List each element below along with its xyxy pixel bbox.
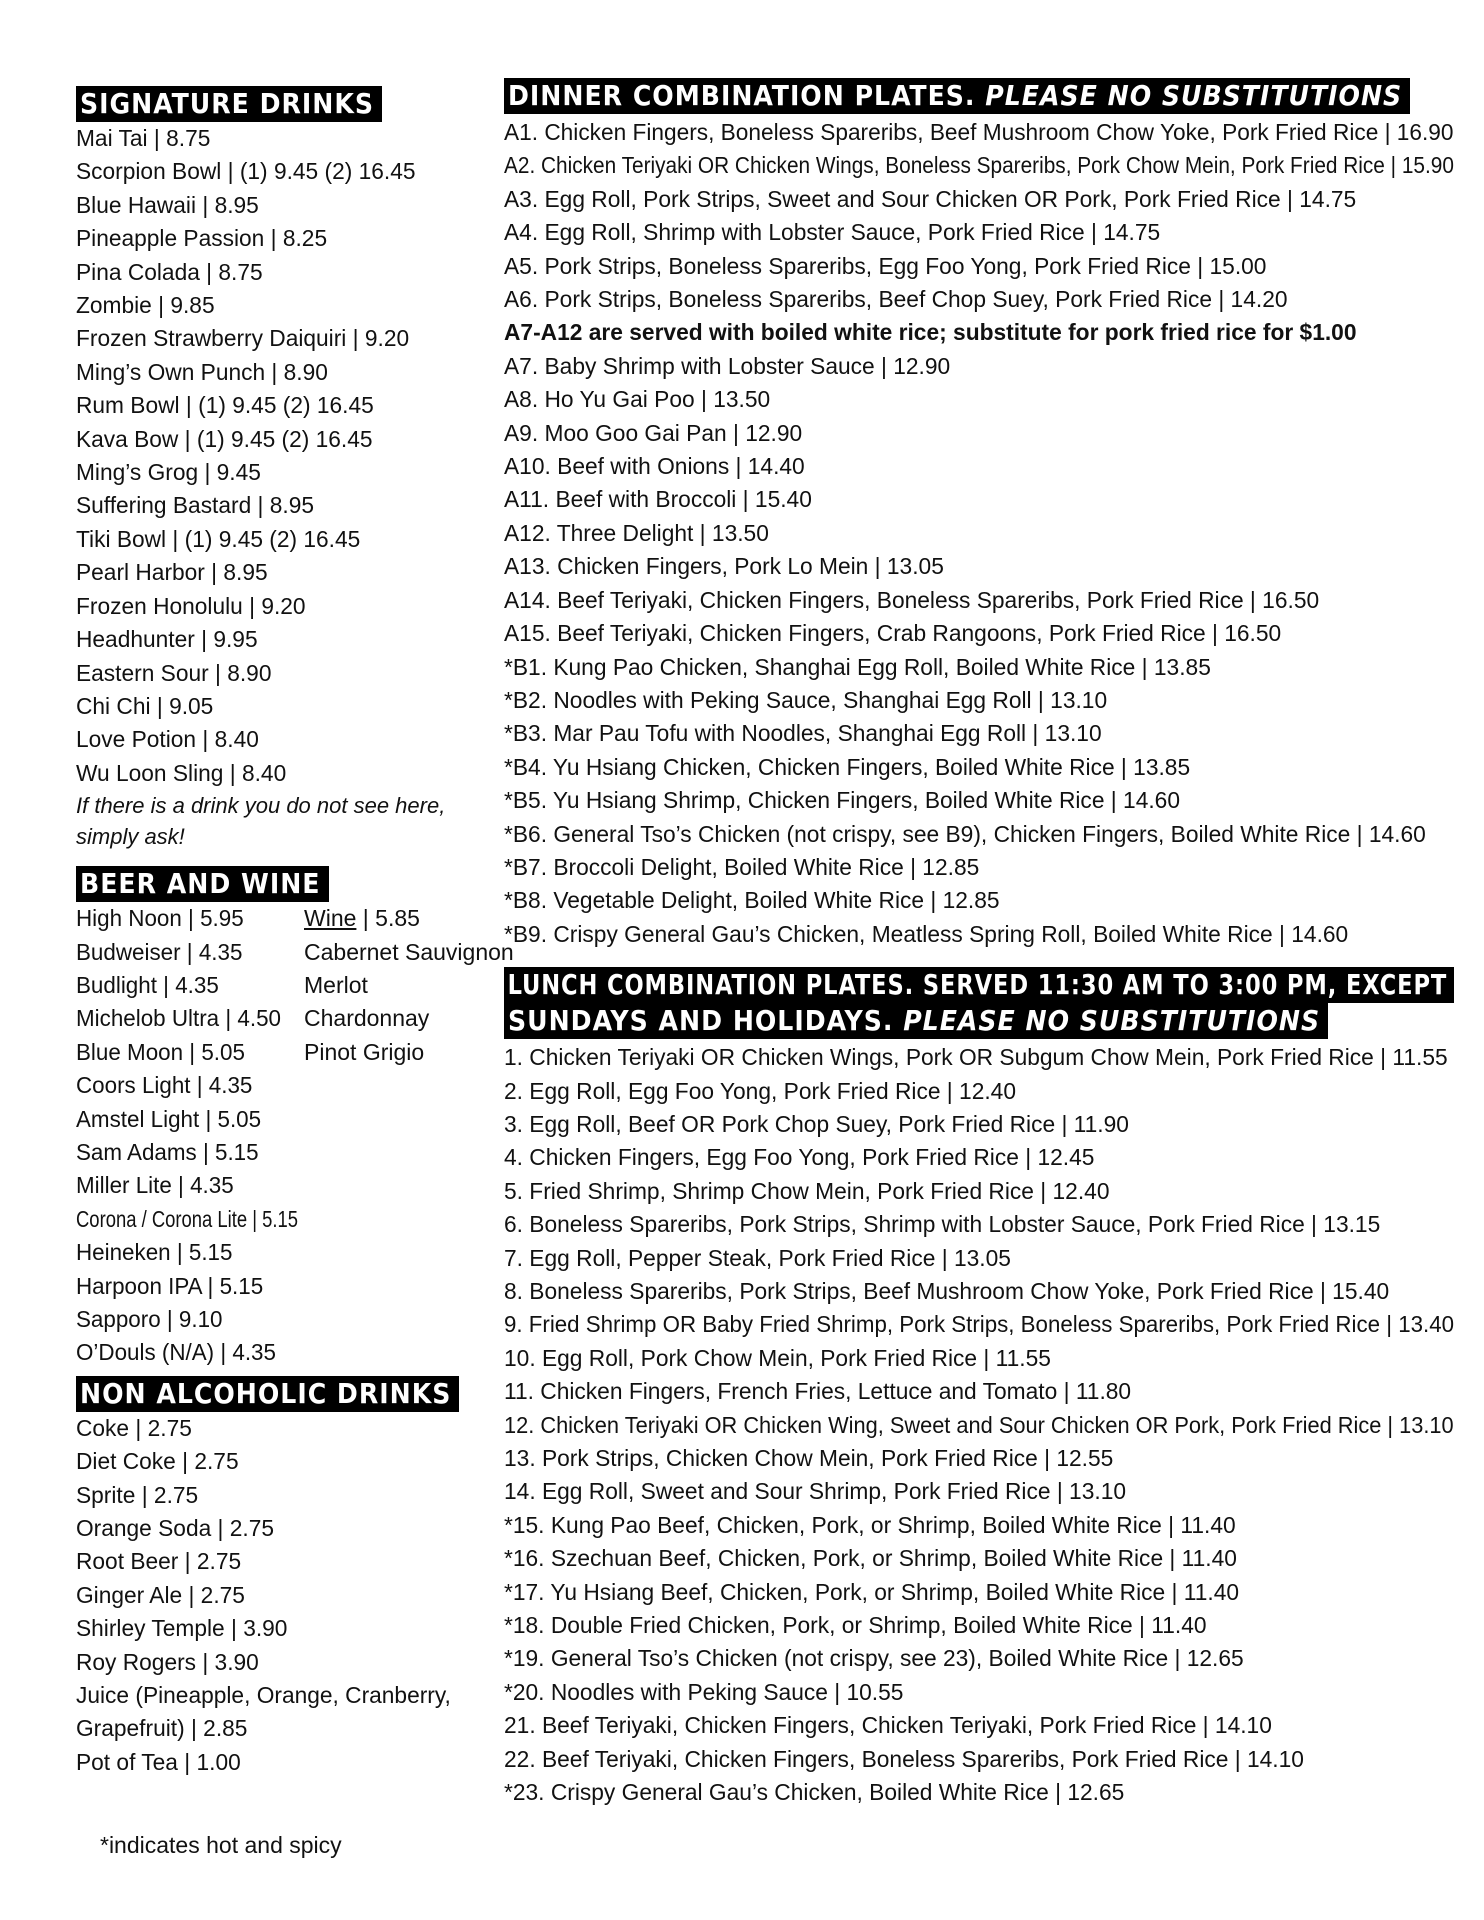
menu-item: Sam Adams | 5.15 xyxy=(76,1138,259,1165)
menu-item: Budweiser | 4.35 xyxy=(76,938,243,965)
menu-item: Ming’s Grog | 9.45 xyxy=(76,459,261,486)
menu-item: A1. Chicken Fingers, Boneless Spareribs, Beef Mushroom Chow Yoke, Pork Fried Rice | 16.90 xyxy=(504,119,1454,145)
menu-item: Michelob Ultra | 4.50 xyxy=(76,1005,281,1032)
menu-item: A7. Baby Shrimp with Lobster Sauce | 12.90 xyxy=(504,352,951,379)
menu-item: A4. Egg Roll, Shrimp with Lobster Sauce, Pork Fried Rice | 14.75 xyxy=(504,219,1161,246)
dinner-header-title: DINNER COMBINATION PLATES. xyxy=(508,79,986,112)
menu-item: *17. Yu Hsiang Beef, Chicken, Pork, or Shrimp, Boiled White Rice | 11.40 xyxy=(504,1578,1240,1605)
menu-item: 12. Chicken Teriyaki OR Chicken Wing, Sweet and Sour Chicken OR Pork, Pork Fried Rice | 13.10 xyxy=(504,1411,1454,1438)
menu-item: 9. Fried Shrimp OR Baby Fried Shrimp, Pork Strips, Boneless Spareribs, Pork Fried Rice | 13.40 xyxy=(504,1311,1455,1338)
menu-item: 1. Chicken Teriyaki OR Chicken Wings, Pork OR Subgum Chow Mein, Pork Fried Rice | 11.55 xyxy=(504,1044,1448,1071)
wine-label: Wine xyxy=(304,905,357,932)
right-column xyxy=(504,78,1464,1810)
menu-item: A14. Beef Teriyaki, Chicken Fingers, Boneless Spareribs, Pork Fried Rice | 16.50 xyxy=(504,586,1320,613)
menu-item: 14. Egg Roll, Sweet and Sour Shrimp, Pork Fried Rice | 13.10 xyxy=(504,1478,1127,1505)
menu-item: A12. Three Delight | 13.50 xyxy=(504,519,769,546)
menu-item: 2. Egg Roll, Egg Foo Yong, Pork Fried Rice | 12.40 xyxy=(504,1077,1017,1104)
menu-item: Pinot Grigio xyxy=(304,1038,425,1065)
lunch-header-title: SUNDAYS AND HOLIDAYS. xyxy=(508,1004,904,1038)
dinner-header-italic: PLEASE NO SUBSTITUTIONS xyxy=(985,79,1403,112)
spicy-footnote: *indicates hot and spicy xyxy=(100,1832,342,1858)
menu-item: Suffering Bastard | 8.95 xyxy=(76,492,315,519)
menu-item: *B5. Yu Hsiang Shrimp, Chicken Fingers, Boiled White Rice | 14.60 xyxy=(504,787,1180,814)
menu-item: High Noon | 5.95 xyxy=(76,905,244,932)
lunch-list xyxy=(504,1041,1464,1809)
menu-item: A5. Pork Strips, Boneless Spareribs, Egg Foo Yong, Pork Fried Rice | 15.00 xyxy=(504,252,1267,279)
menu-item: Coke | 2.75 xyxy=(76,1414,192,1441)
menu-item: Blue Moon | 5.05 xyxy=(76,1038,245,1065)
menu-item: A13. Chicken Fingers, Pork Lo Mein | 13.05 xyxy=(504,553,944,580)
menu-item: Sapporo | 9.10 xyxy=(76,1306,223,1332)
menu-item: A10. Beef with Onions | 14.40 xyxy=(504,453,805,480)
signature-drinks-section xyxy=(76,86,506,852)
menu-item: Ming’s Own Punch | 8.90 xyxy=(76,358,328,385)
non-alcoholic-section xyxy=(76,1376,506,1779)
lunch-header-italic: PLEASE NO SUBSTITUTIONS xyxy=(903,1004,1321,1038)
menu-item: 22. Beef Teriyaki, Chicken Fingers, Boneless Spareribs, Pork Fried Rice | 14.10 xyxy=(504,1745,1304,1772)
menu-item: 8. Boneless Spareribs, Pork Strips, Beef Mushroom Chow Yoke, Pork Fried Rice | 15.40 xyxy=(504,1278,1390,1304)
menu-item: Ginger Ale | 2.75 xyxy=(76,1581,245,1608)
menu-item: Budlight | 4.35 xyxy=(76,971,219,998)
beer-list xyxy=(76,902,304,1370)
menu-item: 11. Chicken Fingers, French Fries, Lettuce and Tomato | 11.80 xyxy=(504,1378,1132,1405)
menu-item: Eastern Sour | 8.90 xyxy=(76,659,272,686)
menu-item: Harpoon IPA | 5.15 xyxy=(76,1272,264,1299)
menu-item: *15. Kung Pao Beef, Chicken, Pork, or Shrimp, Boiled White Rice | 11.40 xyxy=(504,1511,1236,1538)
dinner-list-b xyxy=(504,350,1464,951)
menu-item: Amstel Light | 5.05 xyxy=(76,1105,262,1132)
lunch-header-line1: LUNCH COMBINATION PLATES. SERVED 11:30 AM TO 3:00 PM, EXCEPT xyxy=(504,967,1454,1003)
menu-item: Frozen Honolulu | 9.20 xyxy=(76,592,306,619)
menu-item: A8. Ho Yu Gai Poo | 13.50 xyxy=(504,386,771,413)
wine-price: | 5.85 xyxy=(356,905,420,932)
menu-item: *B8. Vegetable Delight, Boiled White Rice | 12.85 xyxy=(504,887,1000,914)
signature-drinks-header: SIGNATURE DRINKS xyxy=(76,86,382,122)
menu-item: A9. Moo Goo Gai Pan | 12.90 xyxy=(504,419,803,446)
dinner-rice-note: A7-A12 are served with boiled white rice; substitute for pork fried rice for $1.00 xyxy=(504,319,1357,346)
lunch-section xyxy=(504,967,1464,1809)
menu-item: 4. Chicken Fingers, Egg Foo Yong, Pork Fried Rice | 12.45 xyxy=(504,1144,1095,1171)
menu-item: A2. Chicken Teriyaki OR Chicken Wings, Boneless Spareribs, Pork Chow Mein, Pork Fried Rice | 15.90 xyxy=(504,152,1454,179)
menu-item: Scorpion Bowl | (1) 9.45 (2) 16.45 xyxy=(76,158,416,185)
menu-item: Shirley Temple | 3.90 xyxy=(76,1615,288,1642)
menu-item: 13. Pork Strips, Chicken Chow Mein, Pork Fried Rice | 12.55 xyxy=(504,1445,1114,1472)
menu-item: Kava Bow | (1) 9.45 (2) 16.45 xyxy=(76,425,373,452)
menu-item: Miller Lite | 4.35 xyxy=(76,1172,234,1199)
menu-item: *B2. Noodles with Peking Sauce, Shanghai Egg Roll | 13.10 xyxy=(504,686,1108,713)
menu-item: A11. Beef with Broccoli | 15.40 xyxy=(504,486,812,513)
menu-item: *B6. General Tso’s Chicken (not crispy, see B9), Chicken Fingers, Boiled White Rice | 14.60 xyxy=(504,820,1426,847)
menu-item: Frozen Strawberry Daiquiri | 9.20 xyxy=(76,325,410,352)
menu-item: 5. Fried Shrimp, Shrimp Chow Mein, Pork Fried Rice | 12.40 xyxy=(504,1177,1110,1204)
menu-item: A6. Pork Strips, Boneless Spareribs, Beef Chop Suey, Pork Fried Rice | 14.20 xyxy=(504,286,1288,313)
menu-item: A15. Beef Teriyaki, Chicken Fingers, Crab Rangoons, Pork Fried Rice | 16.50 xyxy=(504,620,1282,647)
menu-item: 21. Beef Teriyaki, Chicken Fingers, Chicken Teriyaki, Pork Fried Rice | 14.10 xyxy=(504,1712,1272,1739)
menu-item: Mai Tai | 8.75 xyxy=(76,125,211,151)
menu-item: Cabernet Sauvignon xyxy=(304,938,514,965)
beer-wine-columns xyxy=(76,902,514,1370)
wine-list xyxy=(304,902,514,1370)
wine-heading xyxy=(304,902,514,935)
menu-item: Love Potion | 8.40 xyxy=(76,726,259,753)
menu-item: Corona / Corona Lite | 5.15 xyxy=(76,1205,299,1232)
dinner-header xyxy=(504,78,1410,114)
signature-drinks-note: If there is a drink you do not see here, simply ask! xyxy=(76,793,446,850)
menu-item: *20. Noodles with Peking Sauce | 10.55 xyxy=(504,1678,904,1705)
menu-item: O’Douls (N/A) | 4.35 xyxy=(76,1339,276,1366)
menu-item: 3. Egg Roll, Beef OR Pork Chop Suey, Pork Fried Rice | 11.90 xyxy=(504,1110,1129,1137)
menu-item: Blue Hawaii | 8.95 xyxy=(76,191,259,218)
menu-item: Juice (Pineapple, Orange, Cranberry, xyxy=(76,1682,451,1709)
menu-item: *23. Crispy General Gau’s Chicken, Boiled White Rice | 12.65 xyxy=(504,1779,1125,1806)
menu-item: *16. Szechuan Beef, Chicken, Pork, or Shrimp, Boiled White Rice | 11.40 xyxy=(504,1545,1237,1572)
menu-item: 6. Boneless Spareribs, Pork Strips, Shrimp with Lobster Sauce, Pork Fried Rice | 13.15 xyxy=(504,1211,1381,1238)
menu-item: *B7. Broccoli Delight, Boiled White Rice | 12.85 xyxy=(504,853,980,880)
non-alcoholic-header: NON ALCOHOLIC DRINKS xyxy=(76,1376,459,1412)
menu-item: Zombie | 9.85 xyxy=(76,292,215,319)
menu-item: 10. Egg Roll, Pork Chow Mein, Pork Fried Rice | 11.55 xyxy=(504,1344,1051,1371)
dinner-section xyxy=(504,78,1464,951)
menu-item: *B9. Crispy General Gau’s Chicken, Meatless Spring Roll, Boiled White Rice | 14.60 xyxy=(504,920,1349,947)
menu-item: Merlot xyxy=(304,971,368,998)
menu-item: Pina Colada | 8.75 xyxy=(76,258,263,285)
menu-item: Coors Light | 4.35 xyxy=(76,1072,253,1099)
menu-item: Sprite | 2.75 xyxy=(76,1481,199,1508)
menu-item: Diet Coke | 2.75 xyxy=(76,1448,239,1475)
menu-item: Chardonnay xyxy=(304,1005,430,1032)
menu-item: *18. Double Fried Chicken, Pork, or Shrimp, Boiled White Rice | 11.40 xyxy=(504,1612,1207,1639)
dinner-list-a xyxy=(504,116,1464,316)
menu-item: Chi Chi | 9.05 xyxy=(76,692,214,719)
menu-item: Pot of Tea | 1.00 xyxy=(76,1748,241,1775)
menu-item: Root Beer | 2.75 xyxy=(76,1548,242,1575)
menu-item: Grapefruit) | 2.85 xyxy=(76,1715,248,1742)
menu-item: Pineapple Passion | 8.25 xyxy=(76,225,328,252)
menu-item: *B4. Yu Hsiang Chicken, Chicken Fingers, Boiled White Rice | 13.85 xyxy=(504,753,1191,780)
menu-item: Wu Loon Sling | 8.40 xyxy=(76,759,287,786)
lunch-header-line2 xyxy=(504,1003,1328,1039)
menu-item: *19. General Tso’s Chicken (not crispy, see 23), Boiled White Rice | 12.65 xyxy=(504,1645,1244,1672)
menu-item: Roy Rogers | 3.90 xyxy=(76,1648,259,1675)
non-alcoholic-list xyxy=(76,1412,506,1779)
menu-item: A3. Egg Roll, Pork Strips, Sweet and Sour Chicken OR Pork, Pork Fried Rice | 14.75 xyxy=(504,185,1357,212)
menu-item: Rum Bowl | (1) 9.45 (2) 16.45 xyxy=(76,392,374,419)
menu-item: Heineken | 5.15 xyxy=(76,1239,233,1266)
left-column xyxy=(76,86,514,1779)
beer-wine-section xyxy=(76,866,514,1370)
signature-drinks-list xyxy=(76,122,506,790)
menu-item: *B3. Mar Pau Tofu with Noodles, Shanghai Egg Roll | 13.10 xyxy=(504,720,1102,747)
beer-wine-header: BEER AND WINE xyxy=(76,866,329,902)
menu-item: Tiki Bowl | (1) 9.45 (2) 16.45 xyxy=(76,525,361,552)
menu-item: *B1. Kung Pao Chicken, Shanghai Egg Roll, Boiled White Rice | 13.85 xyxy=(504,653,1211,680)
wine-varieties xyxy=(304,936,514,1070)
menu-item: Pearl Harbor | 8.95 xyxy=(76,559,268,586)
menu-item: Orange Soda | 2.75 xyxy=(76,1515,275,1542)
menu-item: Headhunter | 9.95 xyxy=(76,626,258,653)
menu-item: 7. Egg Roll, Pepper Steak, Pork Fried Rice | 13.05 xyxy=(504,1244,1011,1271)
